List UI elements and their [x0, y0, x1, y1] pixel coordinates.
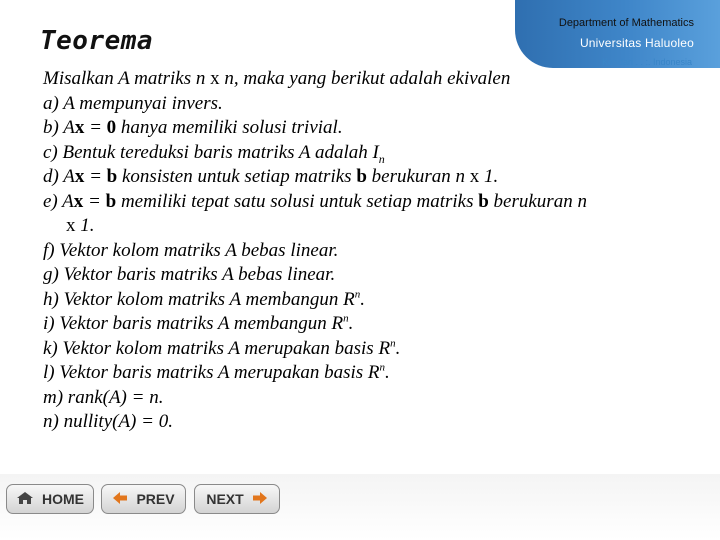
home-label: HOME	[42, 491, 84, 507]
item-e: e) Ax = b memiliki tepat satu solusi untuk setiap matriks b berukuran n	[43, 190, 587, 212]
item-f: f) Vektor kolom matriks A bebas linear.	[43, 239, 339, 261]
item-k: k) Vektor kolom matriks A merupakan basis $R^n$.	[43, 337, 401, 359]
arrow-left-icon	[112, 491, 128, 507]
item-m: m) rank(A) = n.	[43, 386, 164, 408]
next-label: NEXT	[206, 491, 244, 507]
prev-button[interactable]	[101, 484, 186, 514]
item-h: h) Vektor kolom matriks A membangun $R^n$.	[43, 288, 365, 310]
item-e-continued: x 1.	[66, 215, 95, 236]
department-label: Department of Mathematics	[558, 17, 694, 29]
arrow-right-icon	[252, 491, 268, 507]
item-d: d) Ax = b konsisten untuk setiap matriks b berukuran n x 1.	[43, 166, 499, 187]
item-i: i) Vektor baris matriks A membangun $R^n$.	[43, 312, 354, 334]
item-c: c) Bentuk tereduksi baris matriks A adalah $I_n$	[43, 141, 385, 166]
slide-title: Teorema	[40, 26, 154, 56]
item-a: a) A mempunyai invers.	[43, 92, 223, 114]
item-b: b) Ax = 0 hanya memiliki solusi trivial.	[43, 117, 343, 138]
header-banner	[515, 0, 720, 68]
item-n: n) nullity(A) = 0.	[43, 411, 173, 432]
home-button[interactable]	[6, 484, 94, 514]
item-g: g) Vektor baris matriks A bebas linear.	[43, 264, 336, 285]
prev-label: PREV	[136, 491, 175, 507]
item-l: l) Vektor baris matriks A merupakan basis $R^n$.	[43, 361, 390, 383]
theorem-intro: Misalkan A matriks n x n, maka yang berikut adalah ekivalen	[43, 68, 511, 89]
house-icon	[16, 491, 34, 507]
location-label: Kendari . . :. Indonesia	[601, 57, 692, 67]
theorem-body	[43, 67, 703, 435]
next-button[interactable]	[194, 484, 280, 514]
university-label: Universitas Haluoleo	[579, 36, 694, 50]
